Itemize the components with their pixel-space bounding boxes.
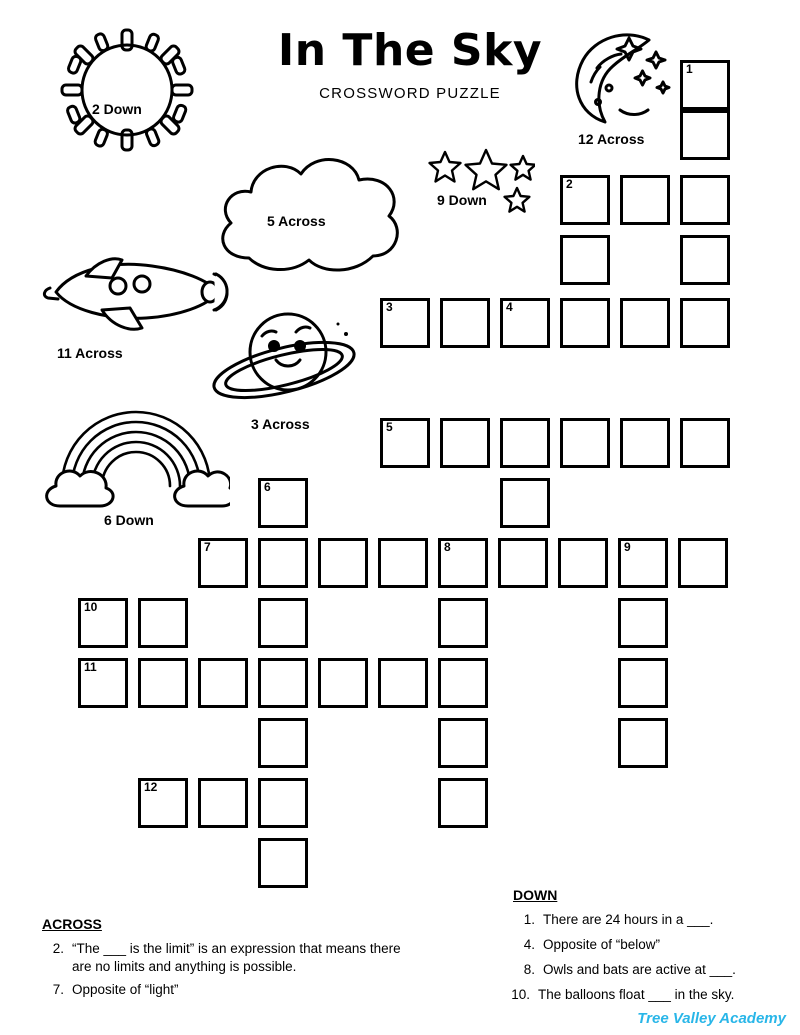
crossword-cell[interactable] <box>560 175 610 225</box>
page-title: In The Sky <box>277 25 543 76</box>
down-clue-text: Opposite of “below” <box>543 937 661 952</box>
crossword-cell[interactable] <box>678 538 728 588</box>
crossword-cell[interactable] <box>198 538 248 588</box>
cell-number: 12 <box>144 780 158 794</box>
down-clue-number: 10. <box>511 987 530 1002</box>
cloud-clue-label: 5 Across <box>267 213 326 229</box>
crossword-cell[interactable] <box>258 538 308 588</box>
crossword-cell[interactable] <box>258 598 308 648</box>
crossword-cell[interactable] <box>258 778 308 828</box>
planet-clue-label: 3 Across <box>251 416 310 432</box>
crossword-cell[interactable] <box>378 538 428 588</box>
crossword-cell[interactable] <box>440 418 490 468</box>
crossword-cell[interactable] <box>138 778 188 828</box>
cell-number: 3 <box>386 300 393 314</box>
crossword-cell[interactable] <box>438 778 488 828</box>
down-clue-text: There are 24 hours in a ___. <box>543 912 714 927</box>
crossword-cell[interactable] <box>618 658 668 708</box>
crossword-cell[interactable] <box>78 658 128 708</box>
down-clue-number: 1. <box>523 912 535 927</box>
crossword-cell[interactable] <box>500 418 550 468</box>
crossword-cell[interactable] <box>438 538 488 588</box>
across-heading: ACROSS <box>42 916 102 932</box>
brand-watermark: Tree Valley Academy <box>637 1010 786 1027</box>
down-clue <box>513 961 793 979</box>
crossword-cell[interactable] <box>438 718 488 768</box>
crossword-cell[interactable] <box>318 538 368 588</box>
stars-clue-label: 9 Down <box>437 192 487 208</box>
sun-clue-label: 2 Down <box>92 101 142 117</box>
down-clue <box>513 936 793 954</box>
crossword-cell[interactable] <box>198 778 248 828</box>
across-clue <box>42 981 412 999</box>
crossword-cell[interactable] <box>620 175 670 225</box>
crossword-cell[interactable] <box>318 658 368 708</box>
crossword-cell[interactable] <box>560 298 610 348</box>
crossword-cell[interactable] <box>680 298 730 348</box>
down-clue-number: 8. <box>523 962 535 977</box>
crossword-cell[interactable] <box>680 175 730 225</box>
cell-number: 7 <box>204 540 211 554</box>
crossword-cell[interactable] <box>138 598 188 648</box>
crossword-cell[interactable] <box>380 418 430 468</box>
crossword-cell[interactable] <box>378 658 428 708</box>
crossword-cell[interactable] <box>380 298 430 348</box>
crossword-cell[interactable] <box>618 718 668 768</box>
crossword-cell[interactable] <box>558 538 608 588</box>
crossword-cell[interactable] <box>560 235 610 285</box>
crossword-cell[interactable] <box>680 110 730 160</box>
across-clue <box>42 940 412 976</box>
crossword-cell[interactable] <box>258 718 308 768</box>
crossword-cell[interactable] <box>560 418 610 468</box>
crossword-cell[interactable] <box>500 298 550 348</box>
crossword-cell[interactable] <box>138 658 188 708</box>
crossword-cell[interactable] <box>680 418 730 468</box>
down-clue <box>508 986 798 1004</box>
crossword-cell[interactable] <box>680 60 730 110</box>
crossword-cell[interactable] <box>258 838 308 888</box>
across-clue-text: Opposite of “light” <box>72 982 179 997</box>
rainbow-clue-label: 6 Down <box>104 512 154 528</box>
crossword-cell[interactable] <box>258 658 308 708</box>
crossword-cell[interactable] <box>258 478 308 528</box>
down-heading: DOWN <box>513 887 558 903</box>
crossword-cell[interactable] <box>438 658 488 708</box>
across-clue-number: 7. <box>52 982 64 997</box>
page-subtitle: CROSSWORD PUZZLE <box>319 85 501 102</box>
crossword-cell[interactable] <box>618 538 668 588</box>
crossword-cell[interactable] <box>198 658 248 708</box>
across-clue-number: 2. <box>52 941 64 956</box>
across-clue-text: “The ___ is the limit” is an expression that means there are no limits and anything is possible. <box>72 941 401 975</box>
down-clue-text: The balloons float ___ in the sky. <box>538 987 735 1002</box>
cell-number: 6 <box>264 480 271 494</box>
cell-number: 2 <box>566 177 573 191</box>
cell-number: 10 <box>84 600 98 614</box>
cell-number: 8 <box>444 540 451 554</box>
cell-number: 11 <box>84 660 97 674</box>
airplane-clue-label: 11 Across <box>57 345 123 361</box>
moon-clue-label: 12 Across <box>578 131 645 147</box>
crossword-cell[interactable] <box>620 418 670 468</box>
cell-number: 9 <box>624 540 631 554</box>
crossword-cell[interactable] <box>78 598 128 648</box>
crossword-cell[interactable] <box>680 235 730 285</box>
crossword-cell[interactable] <box>440 298 490 348</box>
cell-number: 5 <box>386 420 393 434</box>
cell-number: 1 <box>686 62 693 76</box>
crossword-cell[interactable] <box>438 598 488 648</box>
crossword-cell[interactable] <box>498 538 548 588</box>
cell-number: 4 <box>506 300 513 314</box>
down-clue-number: 4. <box>523 937 535 952</box>
down-clue <box>513 911 793 929</box>
crossword-cell[interactable] <box>618 598 668 648</box>
crossword-cell[interactable] <box>620 298 670 348</box>
down-clue-text: Owls and bats are active at ___. <box>543 962 736 977</box>
crossword-cell[interactable] <box>500 478 550 528</box>
